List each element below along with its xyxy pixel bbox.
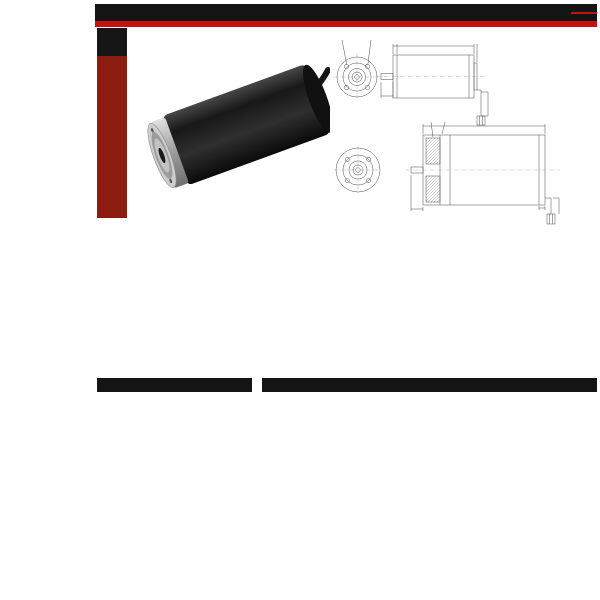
sidebar-red-banner (97, 56, 127, 218)
header-red-stripe (95, 21, 597, 27)
sidebar-top-block (97, 28, 127, 56)
technical-drawing (330, 30, 597, 228)
motor-photo (135, 62, 330, 202)
logo-accent (570, 12, 597, 14)
other-parameters-header (97, 378, 252, 392)
motor-curve-header (262, 378, 597, 392)
header-bar (95, 4, 597, 21)
motor-curve-chart (262, 392, 597, 545)
series-sidebar (97, 28, 127, 218)
drawing-geometry (333, 40, 560, 224)
terminal-definitions (97, 512, 255, 514)
